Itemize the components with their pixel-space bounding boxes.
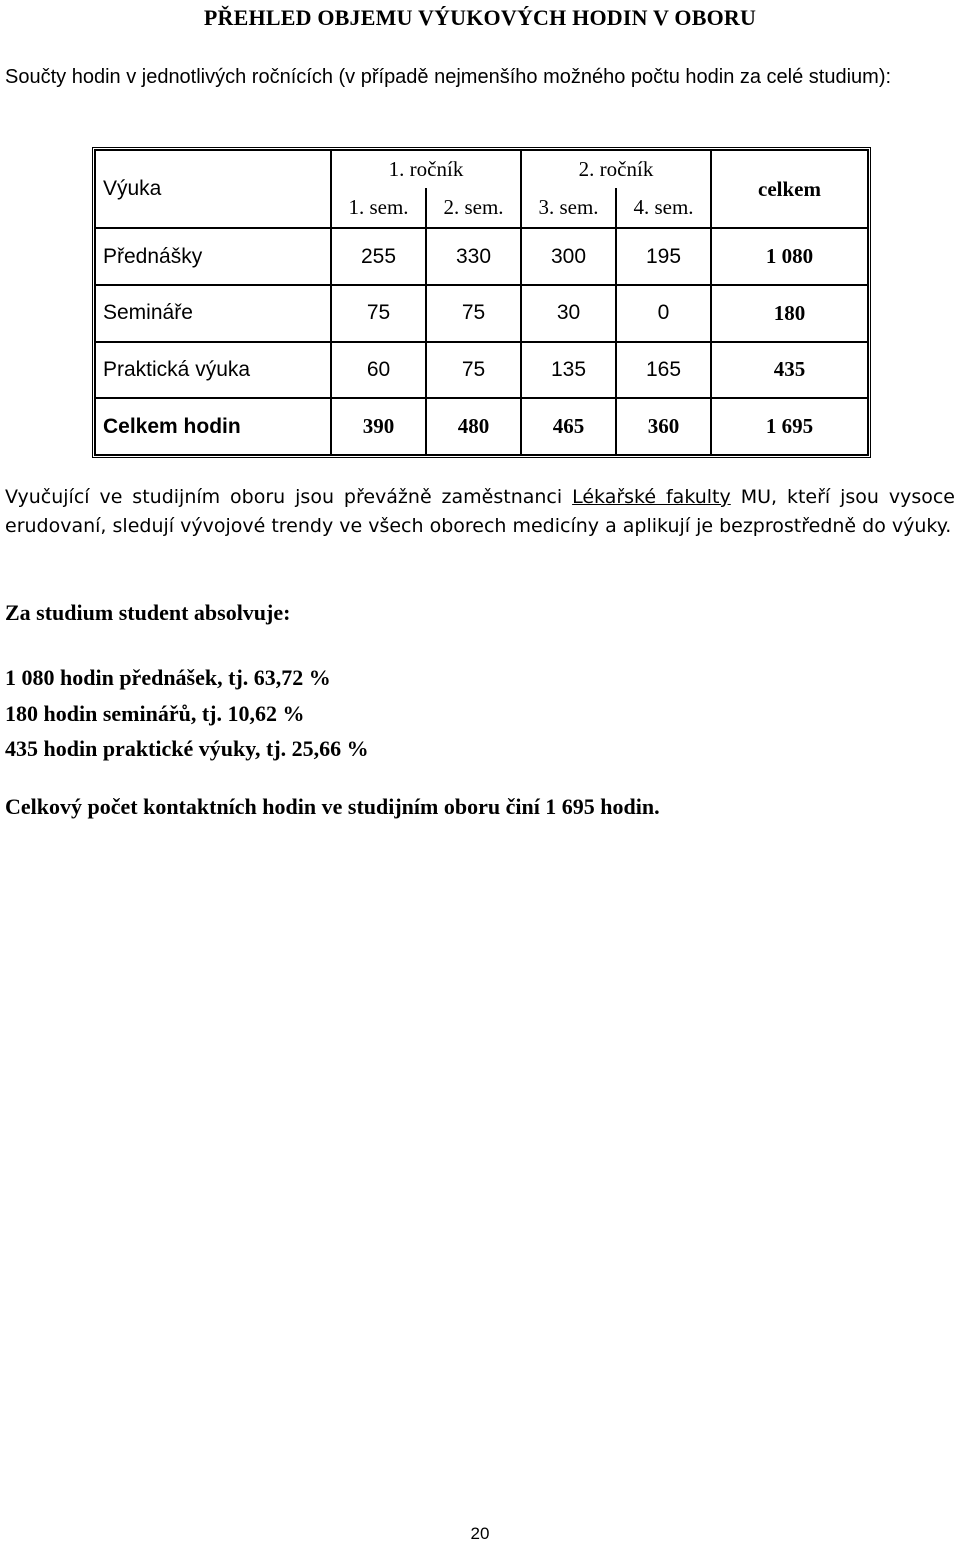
faculty-link[interactable]: Lékařské fakulty bbox=[572, 486, 731, 508]
semester-header: 1. sem. bbox=[331, 188, 426, 228]
row-label: Celkem hodin bbox=[95, 398, 331, 455]
page-title: PŘEHLED OBJEMU VÝUKOVÝCH HODIN V OBORU bbox=[203, 5, 757, 30]
cell-value: 135 bbox=[521, 342, 616, 399]
cell-value: 300 bbox=[521, 228, 616, 285]
cell-value: 195 bbox=[616, 228, 711, 285]
cell-value: 330 bbox=[426, 228, 521, 285]
row-label: Praktická výuka bbox=[95, 342, 331, 399]
summary-item: 180 hodin seminářů, tj. 10,62 % bbox=[5, 701, 305, 726]
cell-value: 165 bbox=[616, 342, 711, 399]
summary-heading: Za studium student absolvuje: bbox=[5, 600, 291, 625]
semester-header: 3. sem. bbox=[521, 188, 616, 228]
year2-header: 2. ročník bbox=[521, 150, 711, 188]
cell-value: 75 bbox=[331, 285, 426, 342]
intro-text: Součty hodin v jednotlivých ročnících (v případě nejmenšího možného počtu hodin za celé studium): bbox=[5, 66, 892, 88]
cell-value: 255 bbox=[331, 228, 426, 285]
conclusion-text: Celkový počet kontaktních hodin ve studijním oboru činí 1 695 hodin. bbox=[5, 794, 660, 819]
table-row bbox=[95, 285, 868, 342]
row-total: 1 695 bbox=[711, 398, 868, 455]
table-row bbox=[95, 398, 868, 455]
page-number: 20 bbox=[470, 1524, 490, 1543]
year1-header: 1. ročník bbox=[331, 150, 521, 188]
row-label: Přednášky bbox=[95, 228, 331, 285]
row-total: 180 bbox=[711, 285, 868, 342]
row-total: 1 080 bbox=[711, 228, 868, 285]
semester-header: 4. sem. bbox=[616, 188, 711, 228]
cell-value: 0 bbox=[616, 285, 711, 342]
cell-value: 480 bbox=[426, 398, 521, 455]
cell-value: 30 bbox=[521, 285, 616, 342]
table-row bbox=[95, 228, 868, 285]
cell-value: 390 bbox=[331, 398, 426, 455]
cell-value: 75 bbox=[426, 285, 521, 342]
row-total: 435 bbox=[711, 342, 868, 399]
cell-value: 60 bbox=[331, 342, 426, 399]
cell-value: 465 bbox=[521, 398, 616, 455]
summary-item: 1 080 hodin přednášek, tj. 63,72 % bbox=[5, 665, 331, 690]
hours-table bbox=[94, 149, 869, 456]
paragraph-text-before: Vyučující ve studijním oboru jsou převážně zaměstnanci bbox=[5, 486, 563, 508]
faculty-paragraph bbox=[5, 483, 955, 541]
paragraph-text-after: MU, kteří jsou vysoce erudovaní, sledují vývojové trendy ve všech oborech medicíny a aplikují je bezprostředně do výuky. bbox=[5, 486, 955, 537]
cell-value: 75 bbox=[426, 342, 521, 399]
summary-item: 435 hodin praktické výuky, tj. 25,66 % bbox=[5, 736, 369, 761]
total-header: celkem bbox=[711, 150, 868, 228]
table-row bbox=[95, 342, 868, 399]
cell-value: 360 bbox=[616, 398, 711, 455]
semester-header: 2. sem. bbox=[426, 188, 521, 228]
row-label: Semináře bbox=[95, 285, 331, 342]
table-corner-header: Výuka bbox=[95, 150, 331, 228]
